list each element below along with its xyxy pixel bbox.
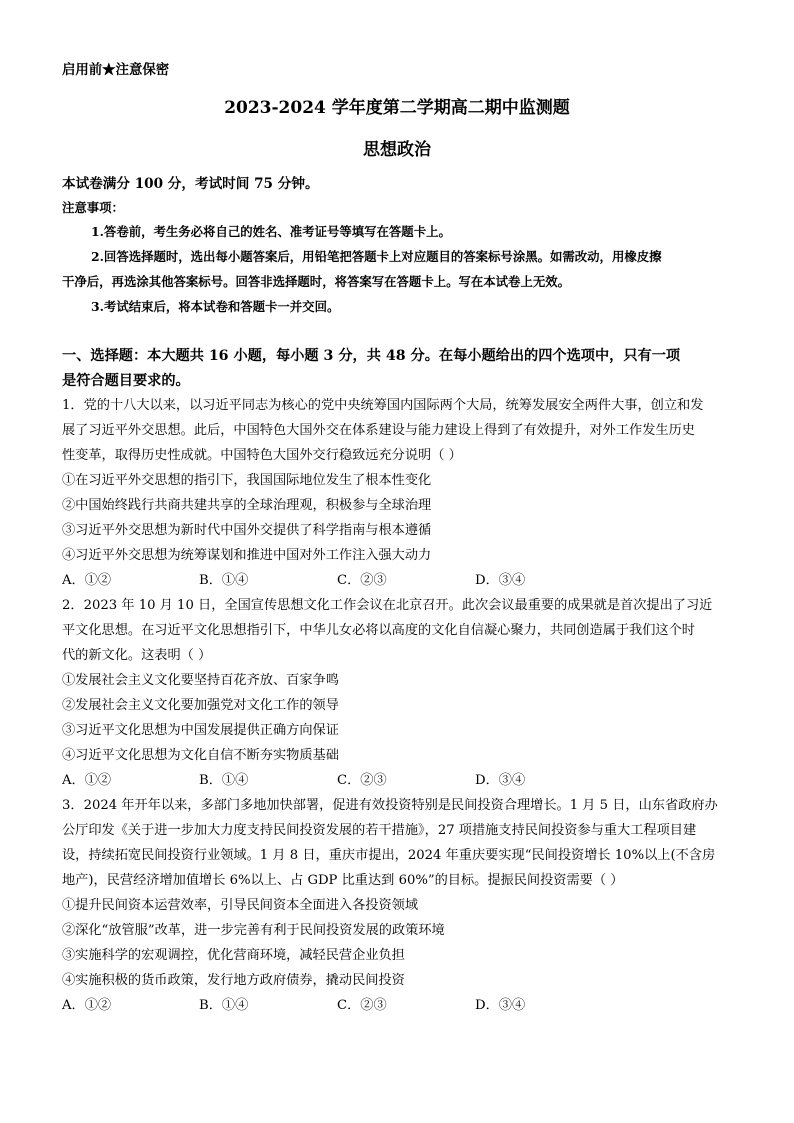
question-3-stem: 地产)，民营经济增加值增长 6%以上、占 GDP 比重达到 60%”的目标。提振民间投资需要（ ）: [62, 873, 624, 888]
question-3-stem: 公厅印发《关于进一步加大力度支持民间投资发展的若干措施》，27 项措施支持民间投资参与重大工程项目建: [62, 823, 697, 838]
question-2-choice-c[interactable]: C．②③: [337, 773, 387, 788]
exam-info: 本试卷满分 100 分，考试时间 75 分钟。: [62, 176, 319, 192]
question-2-stem: 2．2023 年 10 月 10 日，全国宣传思想文化工作会议在北京召开。此次会议最重要的成果就是首次提出了习近: [62, 598, 713, 613]
question-3-stem: 3．2024 年开年以来，多部门多地加快部署，促进有效投资特别是民间投资合理增长。1 月 5 日，山东省政府办: [62, 798, 718, 813]
question-3-statement: ④实施积极的货币政策，发行地方政府债券，撬动民间投资: [62, 973, 405, 988]
question-3-statement: ②深化“放管服”改革，进一步完善有利于民间投资发展的政策环境: [62, 923, 445, 938]
note-item: 3.考试结束后，将本试卷和答题卡一并交回。: [91, 299, 340, 314]
note-item: 1.答卷前，考生务必将自己的姓名、准考证号等填写在答题卡上。: [91, 224, 451, 239]
question-2-statement: ④习近平文化思想为文化自信不断夯实物质基础: [62, 748, 339, 763]
question-1-statement: ②中国始终践行共商共建共享的全球治理观，积极参与全球治理: [62, 498, 432, 513]
question-3-choice-a[interactable]: A．①②: [62, 998, 112, 1013]
question-2-statement: ②发展社会主义文化要加强党对文化工作的领导: [62, 698, 339, 713]
subject-title: 思想政治: [363, 140, 431, 160]
question-1-statement: ④习近平外交思想为统筹谋划和推进中国对外工作注入强大动力: [62, 548, 432, 563]
question-2-choice-b[interactable]: B．①④: [199, 773, 249, 788]
question-1-stem: 展了习近平外交思想。此后，中国特色大国外交在体系建设与能力建设上得到了有效提升，对外工作发生历史: [62, 423, 695, 438]
question-1-choice-a[interactable]: A．①②: [62, 573, 112, 588]
question-3-choice-c[interactable]: C．②③: [337, 998, 387, 1013]
exam-title: 2023-2024 学年度第二学期高二期中监测题: [224, 98, 570, 118]
question-2-stem: 代的新文化。这表明（ ）: [62, 648, 212, 663]
question-1-statement: ③习近平外交思想为新时代中国外交提供了科学指南与根本遵循: [62, 523, 432, 538]
question-2-stem: 平文化思想。在习近平文化思想指引下，中华儿女必将以高度的文化自信凝心聚力，共同创造属于我们这个时: [62, 623, 695, 638]
section-heading: 一、选择题：本大题共 16 小题，每小题 3 分，共 48 分。在每小题给出的四个选项中，只有一项: [62, 348, 681, 364]
question-2-choice-d[interactable]: D．③④: [475, 773, 526, 788]
question-1-stem: 1．党的十八大以来，以习近平同志为核心的党中央统筹国内国际两个大局，统筹发展安全两件大事，创立和发: [62, 398, 704, 413]
confidential-mark: 启用前★注意保密: [62, 62, 170, 78]
question-3-statement: ①提升民间资本运营效率，引导民间资本全面进入各投资领域: [62, 898, 419, 913]
question-3-choice-b[interactable]: B．①④: [199, 998, 249, 1013]
note-item: 干净后，再选涂其他答案标号。回答非选择题时，将答案写在答题卡上。写在本试卷上无效。: [62, 274, 571, 289]
note-item: 2.回答选择题时，选出每小题答案后，用铅笔把答题卡上对应题目的答案标号涂黑。如需改动，用橡皮擦: [91, 249, 662, 264]
question-3-statement: ③实施科学的宏观调控，优化营商环境，减轻民营企业负担: [62, 948, 405, 963]
question-1-statement: ①在习近平外交思想的指引下，我国国际地位发生了根本性变化: [62, 473, 432, 488]
question-1-stem: 性变革，取得历史性成就。中国特色大国外交行稳致远充分说明（ ）: [62, 448, 462, 463]
question-2-choice-a[interactable]: A．①②: [62, 773, 112, 788]
section-heading-cont: 是符合题目要求的。: [62, 373, 190, 389]
question-3-stem: 设，持续拓宽民间投资行业领域。1 月 8 日，重庆市提出，2024 年重庆要实现“民间投资增长 10%以上(不含房: [62, 848, 716, 863]
question-1-choice-b[interactable]: B．①④: [199, 573, 249, 588]
notes-heading: 注意事项：: [62, 200, 124, 215]
question-3-choice-d[interactable]: D．③④: [475, 998, 526, 1013]
question-2-statement: ①发展社会主义文化要坚持百花齐放、百家争鸣: [62, 673, 339, 688]
question-1-choice-c[interactable]: C．②③: [337, 573, 387, 588]
question-1-choice-d[interactable]: D．③④: [475, 573, 526, 588]
question-2-statement: ③习近平文化思想为中国发展提供正确方向保证: [62, 723, 339, 738]
